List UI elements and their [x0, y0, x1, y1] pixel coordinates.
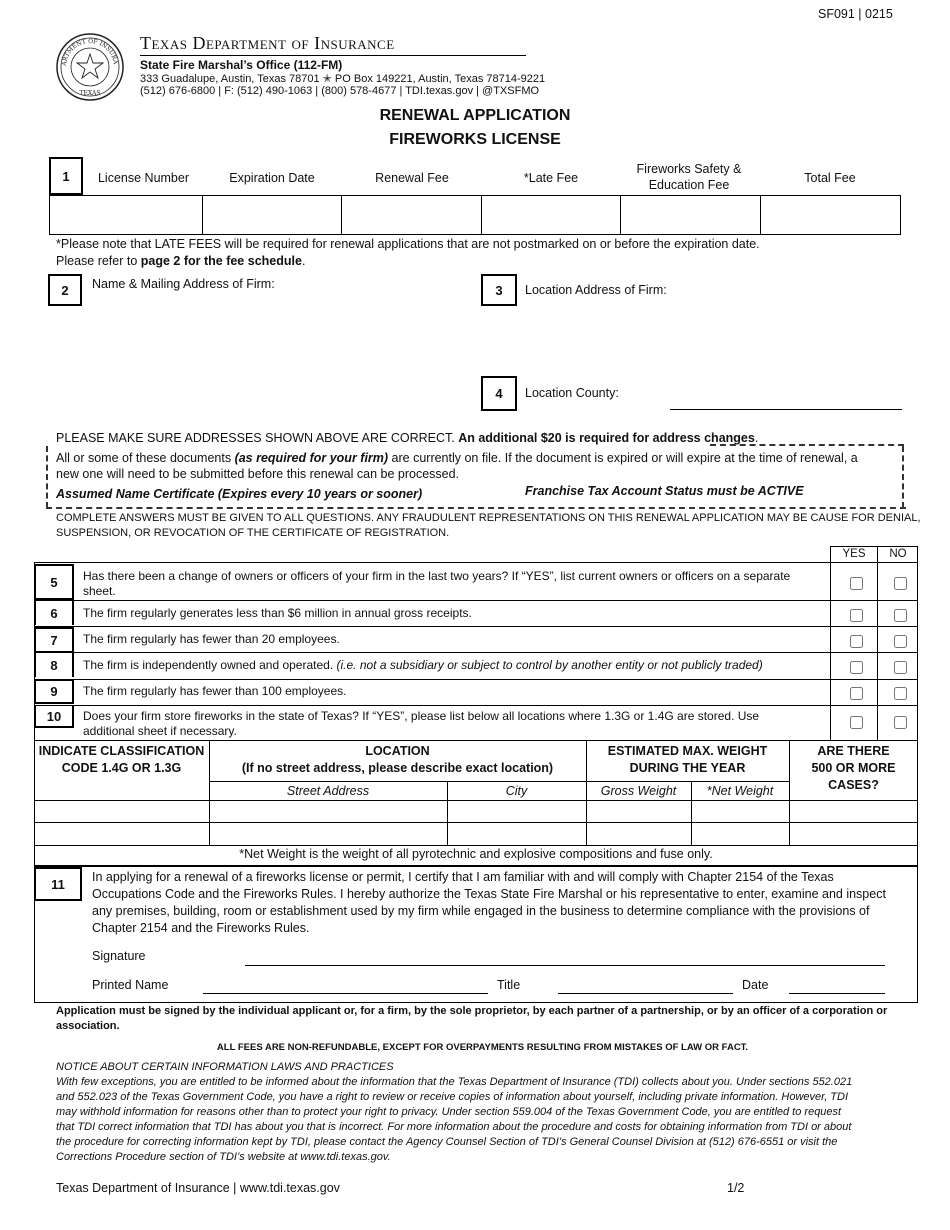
assumed-name-certificate: Assumed Name Certificate (Expires every 10 years or sooner)	[56, 487, 423, 501]
row-rule	[34, 600, 918, 601]
question-10-yes[interactable]	[850, 716, 863, 729]
row1-city-input[interactable]	[449, 802, 585, 821]
question-9-text: The firm regularly has fewer than 100 employees.	[83, 684, 347, 698]
date-label: Date	[742, 978, 769, 992]
street-address-header: Street Address	[286, 784, 370, 798]
privacy-line: Corrections Procedure section of TDI’s website at www.tdi.texas.gov.	[56, 1151, 391, 1163]
question-10-text: Does your firm store fireworks in the state of Texas? If “YES”, please list below all locations where 1.3G or 1.4G are stored. Use additional sheet if necessary.	[83, 709, 760, 738]
row2-net-input[interactable]	[693, 824, 788, 844]
date-line	[789, 993, 885, 994]
col-license-number: License Number	[97, 171, 189, 185]
dashed-border-right	[902, 446, 904, 508]
question-8-yes[interactable]	[850, 661, 863, 674]
row-rule	[34, 652, 918, 653]
section-4-number: 4	[481, 376, 517, 411]
title-line-2: FIREWORKS LICENSE	[389, 131, 561, 148]
col-safety-fee: Fireworks Safety & Education Fee	[636, 162, 742, 192]
complete-notice-line-1: COMPLETE ANSWERS MUST BE GIVEN TO ALL QUESTIONS. ANY FRAUDULENT REPRESENTATIONS ON THIS RENEWAL APPLICATION MAY BE CAUSE FOR DENIAL,	[56, 512, 921, 524]
dashed-border-left	[46, 446, 48, 508]
address-notice: PLEASE MAKE SURE ADDRESSES SHOWN ABOVE ARE CORRECT. An additional $20 is required for address changes.	[56, 431, 759, 445]
col-expiration-date: Expiration Date	[229, 171, 315, 185]
safety-fee-input[interactable]	[622, 197, 759, 233]
section-3-number: 3	[481, 274, 517, 306]
title-label: Title	[497, 978, 521, 992]
fee-divider	[202, 195, 203, 235]
col-total-fee: Total Fee	[804, 171, 856, 185]
city-header: City	[505, 784, 528, 798]
title-input[interactable]	[558, 975, 733, 992]
documents-notice-line-2: new one will need to be submitted before this renewal can be processed.	[56, 467, 460, 481]
row2-street-input[interactable]	[211, 824, 446, 844]
cases-header: ARE THERE 500 OR MORE CASES?	[811, 744, 896, 792]
row1-classification-input[interactable]	[36, 802, 208, 821]
privacy-line: may withhold information for reasons other than to protect your right to privacy. Under section 559.004 of the Texas Government Code, you are entitled to request	[56, 1106, 842, 1118]
location-address-label: Location Address of Firm:	[525, 283, 667, 297]
signature-line	[245, 965, 885, 966]
fee-divider	[620, 195, 621, 235]
fee-divider	[341, 195, 342, 235]
question-8-no[interactable]	[894, 661, 907, 674]
no-header: NO	[889, 548, 907, 560]
page-number: 1/2	[727, 1181, 745, 1195]
expiration-date-input[interactable]	[204, 197, 340, 233]
privacy-heading: NOTICE ABOUT CERTAIN INFORMATION LAWS AND PRACTICES	[56, 1061, 394, 1073]
dashed-border-bottom	[46, 507, 906, 509]
fee-divider	[481, 195, 482, 235]
late-fee-input[interactable]	[483, 197, 619, 233]
mailing-address-label: Name & Mailing Address of Firm:	[92, 277, 275, 291]
documents-notice-line-1: All or some of these documents (as required for your firm) are currently on file. If the document is expired or will expire at the time of renewal, a	[56, 451, 858, 465]
question-9-no[interactable]	[894, 687, 907, 700]
office-address: 333 Guadalupe, Austin, Texas 78701 ✭ PO Box 149221, Austin, Texas 78714-9221	[140, 73, 546, 85]
net-weight-footnote: *Net Weight is the weight of all pyrotechnic and explosive compositions and fuse only.	[239, 847, 713, 861]
seal-text-bottom: TEXAS	[79, 90, 101, 97]
row-rule	[34, 626, 918, 627]
title-line	[558, 993, 733, 994]
storage-row-rule	[34, 822, 918, 823]
license-number-input[interactable]	[51, 197, 201, 233]
fee-divider	[760, 195, 761, 235]
signature-label: Signature	[92, 949, 146, 963]
header-rule	[140, 55, 526, 56]
date-input[interactable]	[789, 975, 885, 992]
title-line-1: RENEWAL APPLICATION	[379, 107, 571, 124]
row1-gross-input[interactable]	[588, 802, 690, 821]
question-9-yes[interactable]	[850, 687, 863, 700]
storage-row-rule	[209, 781, 789, 782]
col-renewal-fee: Renewal Fee	[375, 171, 449, 185]
fees-note: ALL FEES ARE NON-REFUNDABLE, EXCEPT FOR OVERPAYMENTS RESULTING FROM MISTAKES OF LAW OR FACT.	[216, 1042, 749, 1053]
printed-name-label: Printed Name	[92, 978, 169, 992]
question-7-yes[interactable]	[850, 635, 863, 648]
privacy-line: that TDI correct information that TDI has about you that is incorrect. For more information about the procedure and costs for obtaining information from TDI or about	[56, 1121, 852, 1133]
net-weight-header: *Net Weight	[706, 784, 774, 798]
row1-cases-input[interactable]	[791, 802, 917, 821]
question-9-number: 9	[34, 679, 74, 704]
col-late-fee: *Late Fee	[523, 171, 579, 185]
location-county-label: Location County:	[525, 386, 619, 400]
fee-schedule-note: Please refer to page 2 for the fee schedule.	[56, 254, 306, 268]
location-address-input[interactable]	[523, 300, 907, 374]
question-5-no[interactable]	[894, 577, 907, 590]
signing-note-line-2: association.	[56, 1020, 120, 1032]
dashed-border-top	[710, 444, 904, 446]
seal-text-top: ARTMENT OF INSURA	[60, 37, 119, 67]
privacy-line: With few exceptions, you are entitled to be informed about the information that the Texas Department of Insurance (TDI) collects about you. Under sections 552.021	[56, 1076, 853, 1088]
location-header: LOCATION (If no street address, please describe exact location)	[241, 744, 554, 775]
question-7-text: The firm regularly has fewer than 20 employees.	[83, 632, 340, 646]
office-name: State Fire Marshal’s Office (112-FM)	[140, 58, 343, 72]
printed-name-input[interactable]	[203, 975, 488, 992]
privacy-line: and 552.023 of the Texas Government Code, you have a right to review or receive copies of information about yourself, including private information. However, TDI	[56, 1091, 849, 1103]
form-id: SF091 | 0215	[818, 7, 893, 21]
location-county-input[interactable]	[670, 391, 902, 408]
mailing-address-input[interactable]	[90, 296, 474, 425]
question-10-no[interactable]	[894, 716, 907, 729]
gross-weight-header: Gross Weight	[600, 784, 677, 798]
franchise-tax-status: Franchise Tax Account Status must be ACTIVE	[525, 484, 804, 498]
question-5-number: 5	[34, 564, 74, 600]
section-2-number: 2	[48, 274, 82, 306]
printed-name-line	[203, 993, 488, 994]
privacy-line: the procedure for correcting information kept by TDI, please contact the Agency Counsel Section of TDI’s General Counsel Division at (512) 676-6551 or visit the	[56, 1136, 838, 1148]
agency-name: Texas Department of Insurance	[140, 33, 395, 53]
question-8-text: The firm is independently owned and operated. (i.e. not a subsidiary or subject to control by another entity or not publicly traded)	[83, 658, 763, 672]
row2-cases-input[interactable]	[791, 824, 917, 844]
row-rule	[34, 679, 918, 680]
complete-notice-line-2: SUSPENSION, OR REVOCATION OF THE CERTIFICATE OF REGISTRATION.	[56, 527, 450, 539]
question-6-number: 6	[34, 601, 74, 625]
renewal-fee-input[interactable]	[343, 197, 480, 233]
classification-header: INDICATE CLASSIFICATION CODE 1.4G OR 1.3G	[38, 744, 205, 775]
office-contact: (512) 676-6800 | F: (512) 490-1063 | (800) 578-4677 | TDI.texas.gov | @TXSFMO	[140, 85, 540, 97]
question-7-number: 7	[34, 627, 74, 653]
row2-city-input[interactable]	[449, 824, 585, 844]
signing-note-line-1: Application must be signed by the individual applicant or, for a firm, by the sole proprietor, by each partner of a partnership, or by an officer of a corporation or	[56, 1005, 888, 1017]
row1-net-input[interactable]	[693, 802, 788, 821]
question-5-text: Has there been a change of owners or officers of your firm in the last two years? If “YES”, list current owners or officers on a separate sheet.	[83, 569, 791, 598]
question-6-text: The firm regularly generates less than $6 million in annual gross receipts.	[83, 606, 472, 620]
question-7-no[interactable]	[894, 635, 907, 648]
county-line	[670, 409, 902, 410]
question-8-number: 8	[34, 653, 74, 677]
signature-input[interactable]	[245, 946, 885, 964]
storage-row-rule	[34, 845, 918, 846]
late-fee-note: *Please note that LATE FEES will be required for renewal applications that are not postmarked on or before the expiration date.	[56, 237, 760, 251]
question-6-no[interactable]	[894, 609, 907, 622]
section-1-number: 1	[49, 157, 83, 195]
yes-header: YES	[842, 548, 866, 560]
tdi-seal-icon	[55, 32, 125, 102]
certification-text: In applying for a renewal of a fireworks license or permit, I certify that I am familiar with and will comply with Chapter 2154 of the Texas Occupations Code and the Fireworks Rules. I hereby authorize the Texas State Fire Marshal or his representative to enter, examine and inspect any premises, building, room or establishment used by my firm while engaged in the business to determine compliance with the provisions of Chapter 2154 and the Fireworks Rules.	[92, 870, 886, 935]
section-11-number: 11	[34, 867, 82, 901]
question-5-yes[interactable]	[850, 577, 863, 590]
total-fee-input[interactable]	[762, 197, 899, 233]
storage-row-rule	[34, 800, 918, 801]
row1-street-input[interactable]	[211, 802, 446, 821]
footer-text: Texas Department of Insurance | www.tdi.texas.gov	[56, 1181, 340, 1195]
row-rule	[34, 705, 918, 706]
row2-gross-input[interactable]	[588, 824, 690, 844]
question-6-yes[interactable]	[850, 609, 863, 622]
question-10-number: 10	[34, 706, 74, 728]
row2-classification-input[interactable]	[36, 824, 208, 844]
weight-header: ESTIMATED MAX. WEIGHT DURING THE YEAR	[607, 744, 768, 775]
